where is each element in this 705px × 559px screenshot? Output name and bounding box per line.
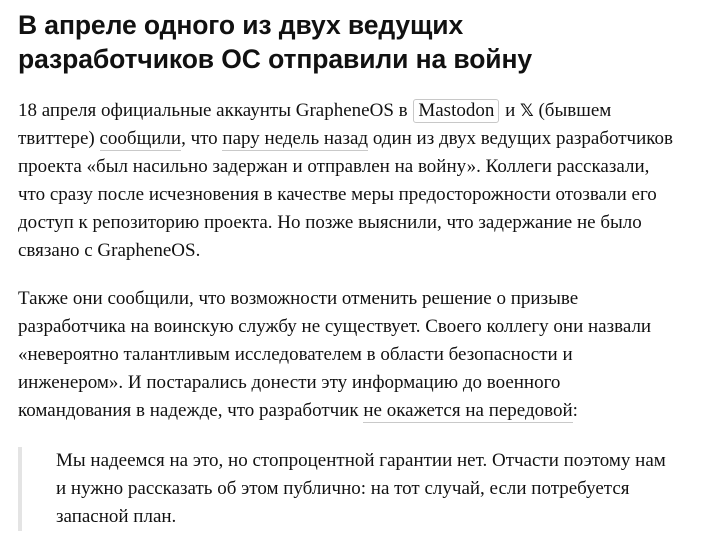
reported-link[interactable]: сообщили	[99, 128, 182, 149]
p1-text-3: (бывшем твиттере)	[18, 100, 612, 149]
blockquote	[18, 447, 678, 531]
frontline-link[interactable]: не окажется на передовой	[363, 400, 573, 421]
title-line-1: В апреле одного из двух ведущих	[18, 10, 464, 40]
p2-text-1: Также они сообщили, что возможности отменить решение о призыве разработчика на воинскую службу не существует. Своего коллегу они назвали «невероятно талантливым исследователем в области безопасности и инженером». И постарались донести эту информацию до военного командования в надежде, что разработчик	[18, 288, 652, 421]
p2-text-2: :	[572, 400, 578, 421]
p1-text-4: , что	[181, 128, 223, 149]
paragraph-2	[18, 285, 678, 425]
x-logo-icon: 𝕏	[520, 101, 534, 121]
title-line-2: разработчиков ОС отправили на войну	[18, 44, 533, 74]
quote-text: Мы надеемся на это, но стопроцентной гарантии нет. Отчасти поэтому нам и нужно рассказать об этом публично: на тот случай, если потребуется запасной план.	[56, 450, 666, 527]
article-title	[18, 8, 678, 76]
mastodon-link[interactable]: Mastodon	[413, 99, 499, 123]
weeks-ago-link[interactable]: пару недель назад	[222, 128, 369, 149]
p1-text-2: и	[500, 100, 521, 121]
paragraph-1	[18, 97, 678, 265]
p1-text-5: один из двух ведущих разработчиков проекта «был насильно задержан и отправлен на войну». Коллеги рассказали, что сразу после исчезновения в качестве меры предосторожности отозвали его доступ к репозиторию проекта. Но позже выяснили, что задержание не было связано с GrapheneOS.	[18, 128, 674, 261]
article	[18, 8, 678, 531]
p1-text-1: 18 апреля официальные аккаунты GrapheneOS в	[18, 100, 413, 121]
